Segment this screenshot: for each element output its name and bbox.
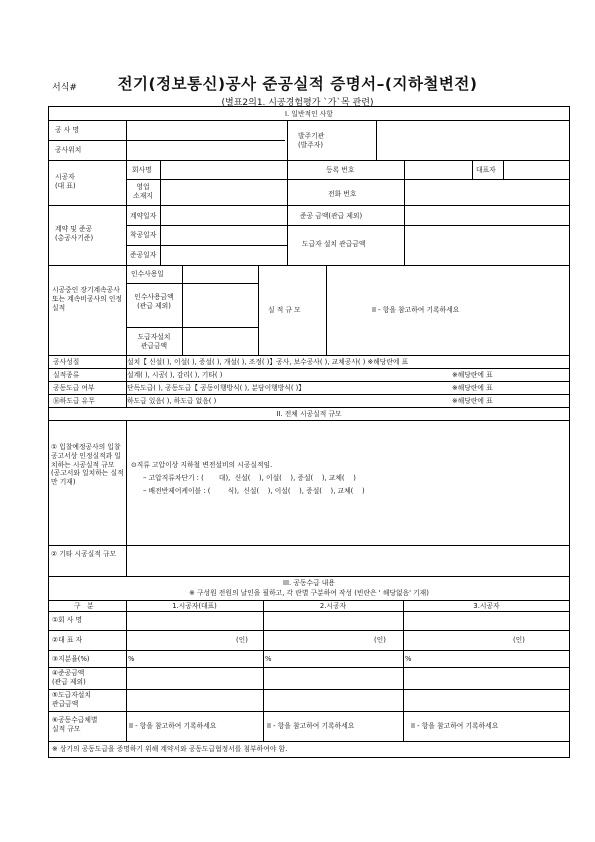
contractor3-column-header: 3.시공자 (473, 602, 500, 610)
performance-type-note: ※해당란에 표 (452, 371, 493, 379)
see-item2-note-2: II - 항을 참고하여 기록하세요 (267, 722, 355, 730)
share-percent-1: % (128, 655, 135, 663)
see-item2-note: II - 항을 참고하여 기록하세요 (372, 306, 460, 314)
share-percent-3: % (405, 655, 412, 663)
performance-type-value: 설계( ), 시공( ), 감리( ), 기타( ) (127, 371, 223, 379)
contractor-label: 시공자 (대 표) (55, 173, 76, 190)
performance-type-label: 실적종류 (53, 371, 80, 379)
representative-label: 대표자 (476, 166, 496, 174)
scale-line-3: – 배전반제어케이블 : ( 식), 신설( ), 이설( ), 증설( ), 교체( ) (143, 487, 365, 495)
supplied-amount-label: 도급자설치 관급금액 (137, 333, 171, 350)
project-name-label: 공 사 명 (55, 126, 80, 134)
bid-matching-scale-label: ① 입찰예정공사의 입찰공고서상 인정실적과 일치하는 시공실적 규모 (공고서와 일치하는 실적만 기재) (51, 443, 124, 487)
scale-line-1: ⊙직류 고압이상 지하철 변전설비의 시공실적임. (131, 461, 273, 469)
subcontract-value: 하도급 있음( ), 하도급 없음( ) (127, 397, 217, 405)
contractor1-column-header: 1.시공자(대표) (172, 602, 217, 610)
in-progress-label: 시공중인 장기계속공사 또는 계속비공사의 인정실적 (52, 286, 122, 312)
contract-date-label: 계약일자 (130, 212, 157, 220)
see-item2-note-3: II - 항을 참고하여 기록하세요 (411, 722, 499, 730)
share-percent-2: % (265, 655, 272, 663)
see-item2-note-1: II - 항을 참고하여 기록하세요 (129, 722, 217, 730)
completion-date-label: 준공일자 (130, 251, 157, 259)
client-org-label: 발주기관 (발주자) (298, 132, 325, 149)
takeover-date-label: 인수사용일 (131, 270, 164, 278)
joint-contract-label: 공동도급 여부 (53, 384, 95, 392)
registration-number-label: 등록 번호 (326, 166, 355, 174)
document-subtitle: (별표2의1. 시공경험평가 `가`목 관련) (221, 98, 374, 108)
seal-mark-2: (인) (374, 636, 386, 644)
subcontract-label: ⑯하도급 유무 (53, 397, 95, 405)
footer-note: ※ 상기의 공동도급을 증명하기 위해 계약서와 공동도급협정서를 첨부하여야 함. (52, 745, 288, 753)
section3-header: III. 공동수급 내용 (283, 579, 335, 587)
start-date-label: 착공일자 (130, 231, 157, 239)
other-scale-label: ② 기타 시공실적 규모 (51, 550, 117, 558)
subcontract-note: ※해당란에 표 (452, 397, 493, 405)
performance-scale-label: 실 적 규 모 (268, 306, 301, 314)
contractor2-column-header: 2.시공자 (319, 602, 347, 610)
joint-contract-note: ※해당란에 표 (452, 384, 493, 392)
completion-amount-label: 준공 금액(관급 제외) (300, 212, 363, 220)
document-title: 전기(정보통신)공사 준공실적 증명서–(지하철변전) (117, 75, 478, 93)
contract-completion-label: 계약 및 준공 (총공사기준) (55, 225, 94, 242)
work-nature-label: 공사성질 (53, 358, 80, 366)
contractor-supplied-amount-label: 도급자 설치 관급금액 (302, 240, 366, 248)
completion-amount-row-label: ④준공금액 (관급 제외) (52, 669, 86, 686)
work-nature-value: 설치【 신설( ), 이설( ), 증설( ), 개설( ), 조정( )】공사, 보수공사( ), 교체공사( ) ※해당란에 표 (127, 358, 409, 366)
section3-note: ※ 구성원 전원의 날인을 필하고, 각 란별 구분하여 작성 (빈란은 ' 해당없음' 기재) (189, 589, 429, 597)
scale-row-label: ⑥공동수급체별 실적 규모 (52, 716, 98, 733)
seal-mark-3: (인) (513, 636, 525, 644)
project-location-label: 공사위치 (55, 146, 82, 154)
category-column-header: 구 분 (74, 602, 94, 610)
company-row-label: ①회 사 명 (52, 616, 83, 624)
takeover-amount-label: 인수사용금액 (관급 제외) (134, 293, 174, 310)
phone-label: 전화 번호 (328, 190, 357, 198)
share-row-label: ③지분율(%) (52, 655, 90, 663)
supplied-amount-row-label: ⑤도급자설치 관급금액 (52, 691, 91, 708)
representative-row-label: ②대 표 자 (52, 636, 83, 644)
section2-header: II. 전체 시공실적 규모 (276, 410, 342, 418)
company-name-label: 회사명 (132, 166, 152, 174)
scale-line-2: – 고압직류차단기 : ( 대), 신설( ), 이설( ), 증설( ), 교체( ) (143, 474, 356, 482)
joint-contract-value: 단독도급( ), 공동도급【 공동이행방식( ), 분담이행방식( )】 (127, 384, 306, 392)
business-address-label: 영업 소재지 (133, 183, 153, 200)
section1-header: I. 일반적인 사항 (285, 110, 333, 118)
form-number-label: 서식# (52, 83, 77, 93)
seal-mark-1: (인) (236, 636, 248, 644)
